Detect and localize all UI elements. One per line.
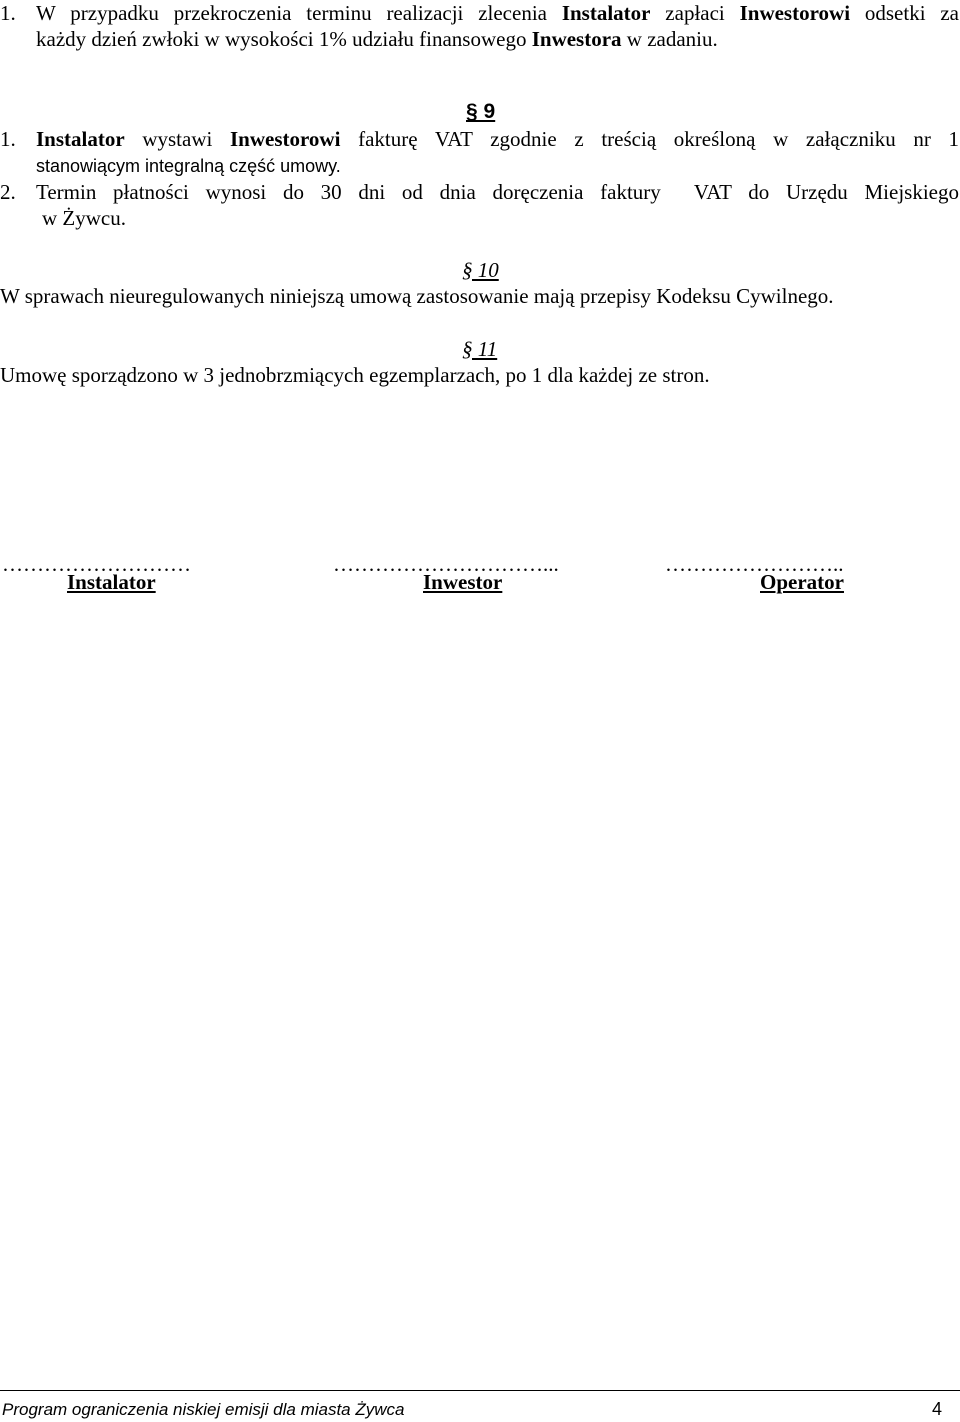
signature-line-operator: …………………….. — [665, 552, 844, 576]
item-number: 1. — [0, 1, 16, 25]
signature-line-instalator: ……………………… — [2, 552, 191, 576]
section9-item2-line2: w Żywcu. — [42, 206, 126, 230]
signature-line-inwestor: …………………………... — [333, 552, 559, 576]
footer-divider — [0, 1390, 960, 1391]
section8-item1-line1: W przypadku przekroczenia terminu realizacji zlecenia Instalator zapłaci Inwestorowi odsetki za — [36, 1, 960, 25]
section10-text: W sprawach nieuregulowanych niniejszą umową zastosowanie mają przepisy Kodeksu Cywilnego. — [0, 284, 834, 308]
section11-heading: § 11 — [462, 337, 498, 361]
item-number: 1. — [0, 127, 16, 151]
section9-item1-line1: Instalator wystawi Inwestorowi fakturę VAT zgodnie z treścią określoną w załączniku nr 1 — [36, 127, 959, 151]
section11-text: Umowę sporządzono w 3 jednobrzmiących egzemplarzach, po 1 dla każdej ze stron. — [0, 363, 710, 387]
section9-item2-line1: Termin płatności wynosi do 30 dni od dnia doręczenia faktury VAT do Urzędu Miejskiego — [36, 180, 959, 204]
page-number: 4 — [932, 1399, 943, 1419]
section9-item1-line2: stanowiącym integralną część umowy. — [36, 156, 341, 176]
section9-heading: § 9 — [466, 100, 496, 123]
footer-title: Program ograniczenia niskiej emisji dla miasta Żywca — [2, 1400, 405, 1419]
signature-label-instalator: Instalator — [67, 570, 156, 594]
item-number: 2. — [0, 180, 16, 204]
section8-item1-line2: każdy dzień zwłoki w wysokości 1% udziału finansowego Inwestora w zadaniu. — [36, 27, 718, 51]
signature-label-operator: Operator — [760, 570, 844, 594]
section10-heading: § 10 — [462, 258, 499, 282]
signature-label-inwestor: Inwestor — [423, 570, 503, 594]
